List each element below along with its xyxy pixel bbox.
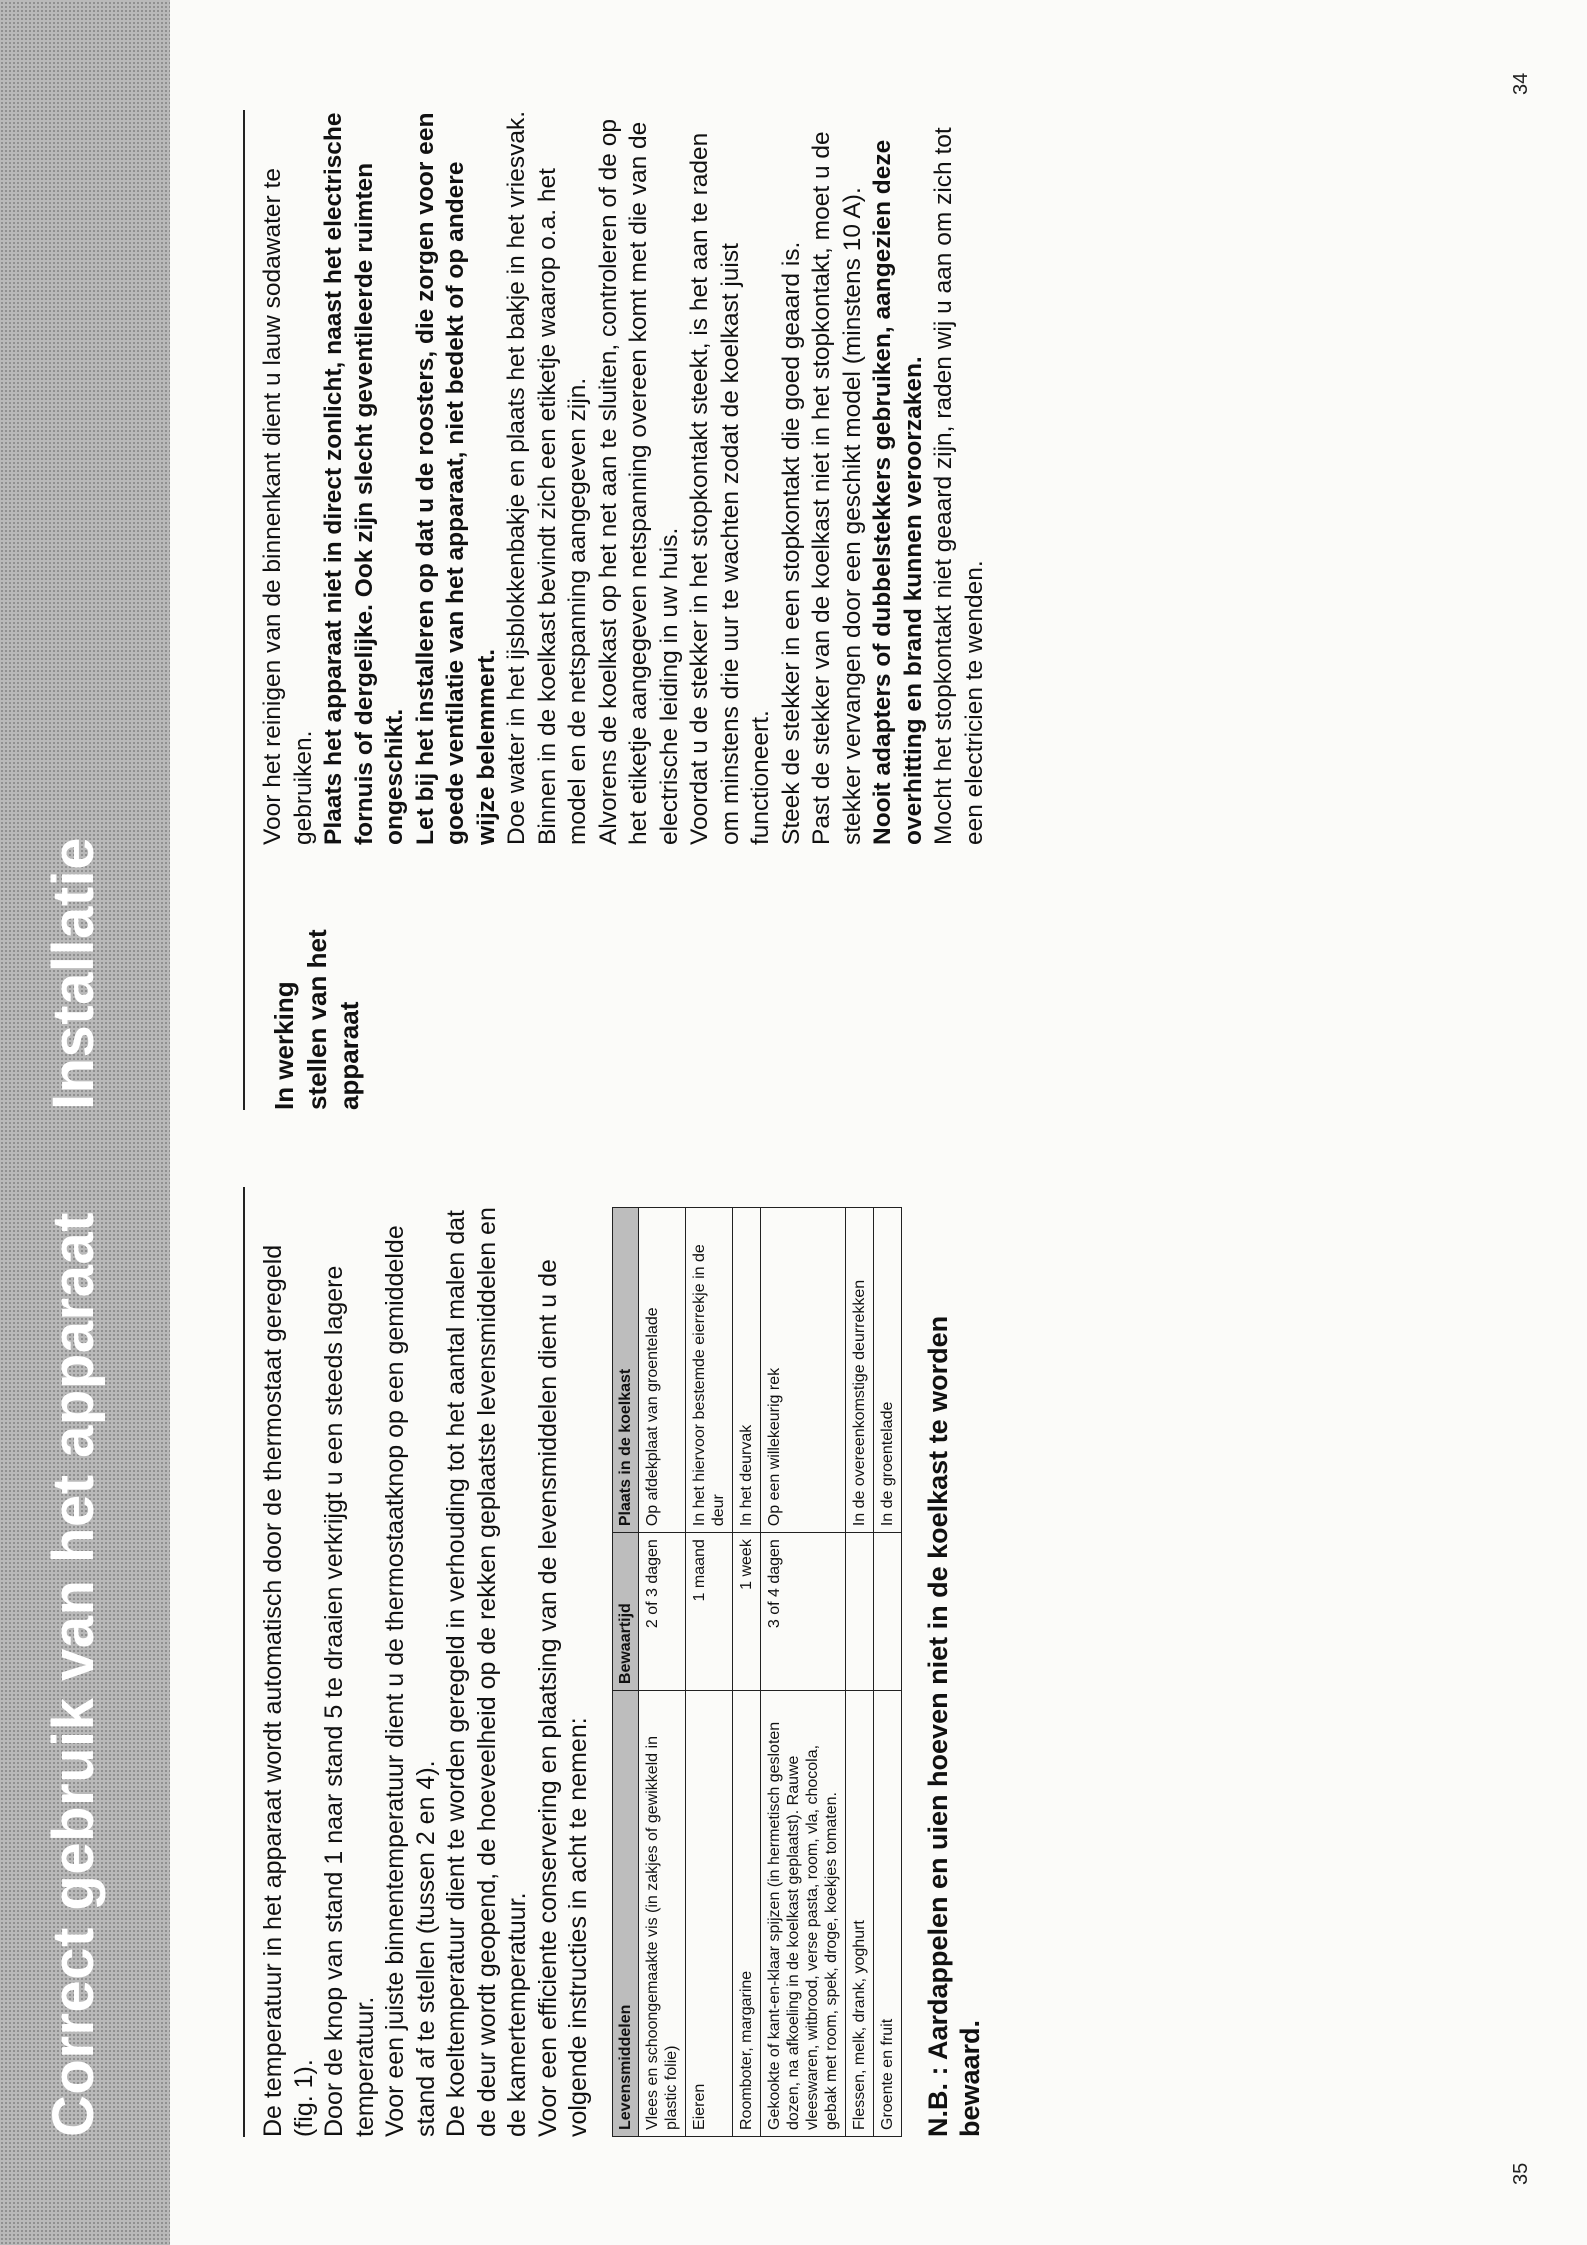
table-row (686, 1208, 733, 2137)
paragraph-bold: Plaats het apparaat niet in direct zonlicht, naast het electrische fornuis of dergelijke. Ook zijn slecht geventileerde ruimten ongeschikt. (320, 112, 408, 845)
page-number-right: 35 (1510, 2162, 1532, 2185)
table-cell: In het deurvak (733, 1208, 761, 1533)
left-header-rule (243, 110, 245, 1110)
column-header: Levensmiddelen (613, 1691, 639, 2137)
installation-text (258, 110, 990, 845)
table-cell: In de groentelade (874, 1208, 902, 1533)
table-cell: Op afdekplaat van groentelade (639, 1208, 686, 1533)
paragraph-bold: Nooit adapters of dubbelstekkers gebruiken, aangezien deze overhitting en brand kunnen veroorzaken. (869, 139, 927, 845)
paragraph: Voordat u de stekker in het stopkontakt steekt, is het aan te raden om minstens drie uur te wachten zodat de koelkast juist functioneert. (686, 132, 774, 845)
table-cell: 3 of 4 dagen (761, 1533, 846, 1691)
paragraph: De koeltemperatuur dient te worden geregeld in verhouding tot het aantal malen dat de deur wordt geopend, de hoeveelheid op de rekken geplaatste levensmiddelen en de kamertemperatuur. (442, 1207, 531, 2137)
table-row (846, 1208, 874, 2137)
table-cell: Op een willekeurig rek (761, 1208, 846, 1533)
table-cell: Flessen, melk, drank, yoghurt (846, 1691, 874, 2137)
paragraph-bold: Let bij het installeren op dat u de roosters, die zorgen voor een goede ventilatie van het apparaat, niet bedekt of op andere wijze belemmert. (411, 112, 500, 845)
table-row (639, 1208, 686, 2137)
page-number-left: 34 (1510, 72, 1532, 95)
table-cell: 1 maand (686, 1533, 733, 1691)
column-header: Bewaartijd (613, 1533, 639, 1691)
paragraph: Mocht het stopkontakt niet geaard zijn, raden wij u aan om zich tot een electricien te wenden. (930, 127, 988, 845)
table-cell: Groente en fruit (874, 1691, 902, 2137)
table-cell: 2 of 3 dagen (639, 1533, 686, 1691)
paragraph: Doe water in het ijsblokkenbakje en plaats het bakje in het vriesvak. (503, 110, 530, 845)
note: N.B. : Aardappelen en uien hoeven niet in de koelkast te worden bewaard. (923, 1315, 985, 2137)
table-row (874, 1208, 902, 2137)
paragraph: Binnen in de koelkast bevindt zich een etiketje waarop o.a. het model en de netspanning aangegeven zijn. (533, 168, 591, 845)
paragraph: Voor het reinigen van de binnenkant dient u lauw sodawater te gebruiken. (259, 168, 317, 845)
paragraph: Steek de stekker in een stopkontakt die goed geaard is. (777, 241, 805, 845)
paragraph: Voor een juiste binnentemperatuur dient u de thermostaatknop op een gemiddelde stand af te stellen (tussen 2 en 4). (381, 1225, 440, 2137)
usage-text (258, 1207, 594, 2137)
table-cell: Eieren (686, 1691, 733, 2137)
table-header-row (613, 1208, 639, 2137)
paragraph: Voor een efficiente conservering en plaatsing van de levensmiddelen dient u de volgende instructies in acht te nemen: (533, 1259, 592, 2137)
paragraph: De temperatuur in het apparaat wordt automatisch door de thermostaat geregeld (fig. 1). (259, 1244, 318, 2137)
table-cell: 1 week (733, 1533, 761, 1691)
paragraph: Alvorens de koelkast op het net aan te sluiten, controleren of de op het etiketje aangegeven netspanning overeen komt met die van de electrische leiding in uw huis. (594, 119, 683, 845)
paragraph: Past de stekker van de koelkast niet in het stopkontakt, moet u de stekker vervangen door een geschikt model (minstens 10 A). (808, 131, 866, 845)
table-cell (846, 1533, 874, 1691)
table-cell: Vlees en schoongemaakte vis (in zakjes of gewikkeld in plastic folie) (639, 1691, 686, 2137)
right-page-title: Correct gebruik van het apparaat (41, 1212, 106, 2137)
column-header: Plaats in de koelkast (613, 1208, 639, 1533)
section-label: In werking stellen van het apparaat (269, 929, 364, 1110)
table-cell: Roomboter, margarine (733, 1691, 761, 2137)
storage-table (612, 1207, 902, 2137)
table-cell: Gekookte of kant-en-klaar spijzen (in hermetisch gesloten dozen, na afkoeling in de koelkast geplaatst). Rauwe vleeswaren, witbrood, verse pasta, room, vla, chocola, gebak met room, spek, droge, koekjes tomaten. (761, 1691, 846, 2137)
paragraph: Door de knop van stand 1 naar stand 5 te draaien verkrijgt u een steeds lagere temperatuur. (320, 1265, 379, 2137)
table-cell (874, 1533, 902, 1691)
table-row (761, 1208, 846, 2137)
table-row (733, 1208, 761, 2137)
table-cell: In het hiervoor bestemde eierrekje in de deur (686, 1208, 733, 1533)
table-cell: In de overeenkomstige deurrekken (846, 1208, 874, 1533)
right-header-rule (243, 1187, 245, 2137)
left-page-title: Installatie (41, 836, 106, 1110)
